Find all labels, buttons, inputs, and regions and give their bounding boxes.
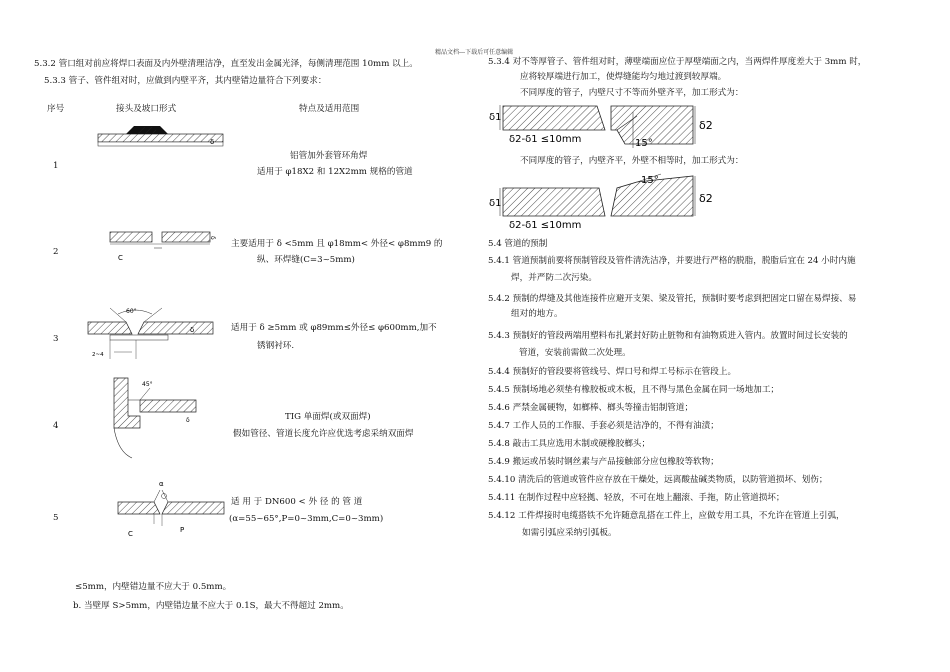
fig-a-formula: δ2-δ1 ≤10mm bbox=[509, 134, 582, 145]
fig-b-formula: δ2-δ1 ≤10mm bbox=[509, 220, 582, 231]
row-4-num: 4 bbox=[53, 421, 59, 431]
thickness-figure-1 bbox=[487, 102, 727, 150]
row-2-desc-line-2: 纵、环焊缝(C=3~5mm) bbox=[257, 255, 355, 265]
joint-figure-5 bbox=[118, 478, 228, 540]
row-5-desc-line-1: 适 用 于 DN600 < 外 径 的 管 道 bbox=[231, 497, 363, 507]
row-2-desc-line-1: 主要适用于 δ <5mm 且 φ18mm< 外径< φ8mm9 的 bbox=[231, 239, 443, 249]
row-3-num: 3 bbox=[53, 334, 59, 344]
para-5-4-4: 5.4.4 预制好的管段要将管线号、焊口号和焊工号标示在管段上。 bbox=[488, 367, 737, 377]
para-5-4-8: 5.4.8 敲击工具应选用木制或硬橡胶榔头； bbox=[488, 439, 651, 449]
table-header-num: 序号 bbox=[47, 104, 65, 114]
page-header: 精品文档---下载后可任意编辑 bbox=[435, 49, 514, 56]
para-5-4-7: 5.4.7 工作人员的工作服、手套必须是洁净的，不得有油渍； bbox=[488, 421, 719, 431]
para-5-3-2: 5.3.2 管口组对前应将焊口表面及内外壁清理洁净，直至发出金属光泽，每侧清理范围 10mm 以上。 bbox=[34, 59, 418, 69]
row-4-desc-line-2: 假如管径、管道长度允许应优选考虑采纳双面焊 bbox=[233, 429, 414, 439]
bottom-line-1: ≤5mm，内壁错边量不应大于 0.5mm。 bbox=[75, 582, 232, 592]
para-5-3-3: 5.3.3 管子、管件组对时，应做到内壁平齐，其内壁错边量符合下列要求： bbox=[44, 76, 327, 86]
joint-figure-3 bbox=[88, 304, 218, 374]
para-5-3-4-line-4: 不同厚度的管子，内壁齐平，外壁不相等时，加工形式为： bbox=[520, 156, 744, 166]
fig5-c-label: C bbox=[128, 530, 133, 538]
thickness-figure-2 bbox=[487, 172, 727, 231]
joint-figure-2 bbox=[110, 226, 220, 266]
row-4-desc-line-1: TIG 单面焊(或双面焊) bbox=[285, 412, 371, 422]
fig4-delta-label: δ bbox=[186, 417, 190, 424]
fig3-delta-label: δ bbox=[190, 326, 195, 334]
fig5-p-label: P bbox=[180, 526, 185, 534]
row-1-num: 1 bbox=[53, 161, 59, 171]
fig-a-angle-label: 15° bbox=[635, 138, 653, 149]
joint-figure-4 bbox=[106, 376, 206, 460]
para-5-4-2-line-1: 5.4.2 预制的焊缝及其他连接件应避开支架、梁及管托，预制时要考虑到把固定口留在易焊接、易 bbox=[488, 294, 857, 304]
para-5-4-5: 5.4.5 预制场地必须垫有橡胶板或木板，且不得与黑色金属在同一场地加工； bbox=[488, 385, 780, 395]
section-5-4-title: 5.4 管道的预制 bbox=[488, 239, 548, 249]
para-5-4-9: 5.4.9 搬运或吊装时钢丝素与产品接触部分应包橡胶等软物； bbox=[488, 457, 719, 467]
bottom-line-2: b. 当壁厚 S>5mm，内壁错边量不应大于 0.1S，最大不得超过 2mm。 bbox=[73, 601, 349, 611]
para-5-3-4-line-1: 5.3.4 对不等厚管子、管件组对时，薄壁端面应位于厚壁端面之内，当两焊件厚度差大于 3mm 时， bbox=[488, 57, 867, 67]
fig-a-d2-label: δ2 bbox=[699, 119, 713, 132]
para-5-4-1-line-1: 5.4.1 管道预制前要将预制管段及管件清洗洁净，并要进行严格的脱脂，脱脂后宜在 24 小时内施 bbox=[488, 256, 856, 266]
fig-b-angle-label: 15° bbox=[641, 175, 659, 186]
para-5-3-4-line-3: 不同厚度的管子，内壁尺寸不等而外壁齐平，加工形式为： bbox=[520, 88, 744, 98]
para-5-4-11: 5.4.11 在制作过程中应轻拠、轻放，不可在地上翻滚、手拖，防止管道损坏； bbox=[488, 493, 785, 503]
para-5-4-1-line-2: 焊，并严防二次污染。 bbox=[511, 273, 597, 283]
row-5-num: 5 bbox=[53, 513, 59, 523]
fig4-angle-label: 45° bbox=[142, 381, 153, 388]
row-3-desc-line-1: 适用于 δ ≥5mm 或 φ89mm≤外径≤ φ600mm,加不 bbox=[231, 323, 437, 333]
row-1-desc-line-1: 铝管加外套管环角焊 bbox=[290, 151, 368, 161]
row-2-num: 2 bbox=[53, 247, 59, 257]
para-5-4-6: 5.4.6 严禁金属硬物，如榔棒、榔头等撞击铝制管道； bbox=[488, 403, 694, 413]
fig2-delta-label: δ bbox=[209, 236, 216, 240]
fig1-delta-label: δ bbox=[210, 138, 215, 146]
fig3-angle-label: 60° bbox=[126, 308, 137, 315]
row-3-desc-line-2: 锈钢衬环. bbox=[257, 341, 295, 351]
fig-b-d1-label: δ1 bbox=[489, 198, 502, 209]
fig-b-d2-label: δ2 bbox=[699, 192, 713, 205]
para-5-4-10: 5.4.10 清洗后的管道或管件应存放在干燥处，远离酸盐碱类物质，以防管道损坏、划伤； bbox=[488, 475, 828, 485]
fig-a-d1-label: δ1 bbox=[489, 112, 502, 123]
para-5-4-12-line-1: 5.4.12 工件焊接时电缆搭铁不允许随意乱搭在工件上，应做专用工具，不允许在管道上引弧， bbox=[488, 511, 845, 521]
para-5-3-4-line-2: 应将较厚端进行加工，使焊缝能均匀地过渡到较厚端。 bbox=[520, 72, 727, 82]
row-5-desc-line-2: (α=55~65°,P=0~3mm,C=0~3mm) bbox=[229, 514, 384, 524]
para-5-4-2-line-2: 组对的地方。 bbox=[511, 309, 563, 319]
fig2-c-label: C bbox=[118, 254, 123, 262]
para-5-4-3-line-2: 管道，安装前需做二次处理。 bbox=[519, 348, 631, 358]
row-1-desc-line-2: 适用于 φ18X2 和 12X2mm 规格的管道 bbox=[257, 167, 413, 177]
table-header-joint: 接头及坡口形式 bbox=[116, 104, 177, 114]
table-header-scope: 特点及适用范围 bbox=[299, 104, 360, 114]
fig5-alpha-label: α bbox=[159, 480, 164, 488]
joint-figure-1 bbox=[98, 124, 228, 160]
para-5-4-3-line-1: 5.4.3 预制好的管段两端用塑料布扎紧封好防止脏物和有油物质进入管内。放置时间过长安装的 bbox=[488, 331, 848, 341]
para-5-4-12-line-2: 如需引弧应采纳引弧板。 bbox=[522, 528, 617, 538]
fig3-gap-label: 2~4 bbox=[92, 352, 104, 358]
